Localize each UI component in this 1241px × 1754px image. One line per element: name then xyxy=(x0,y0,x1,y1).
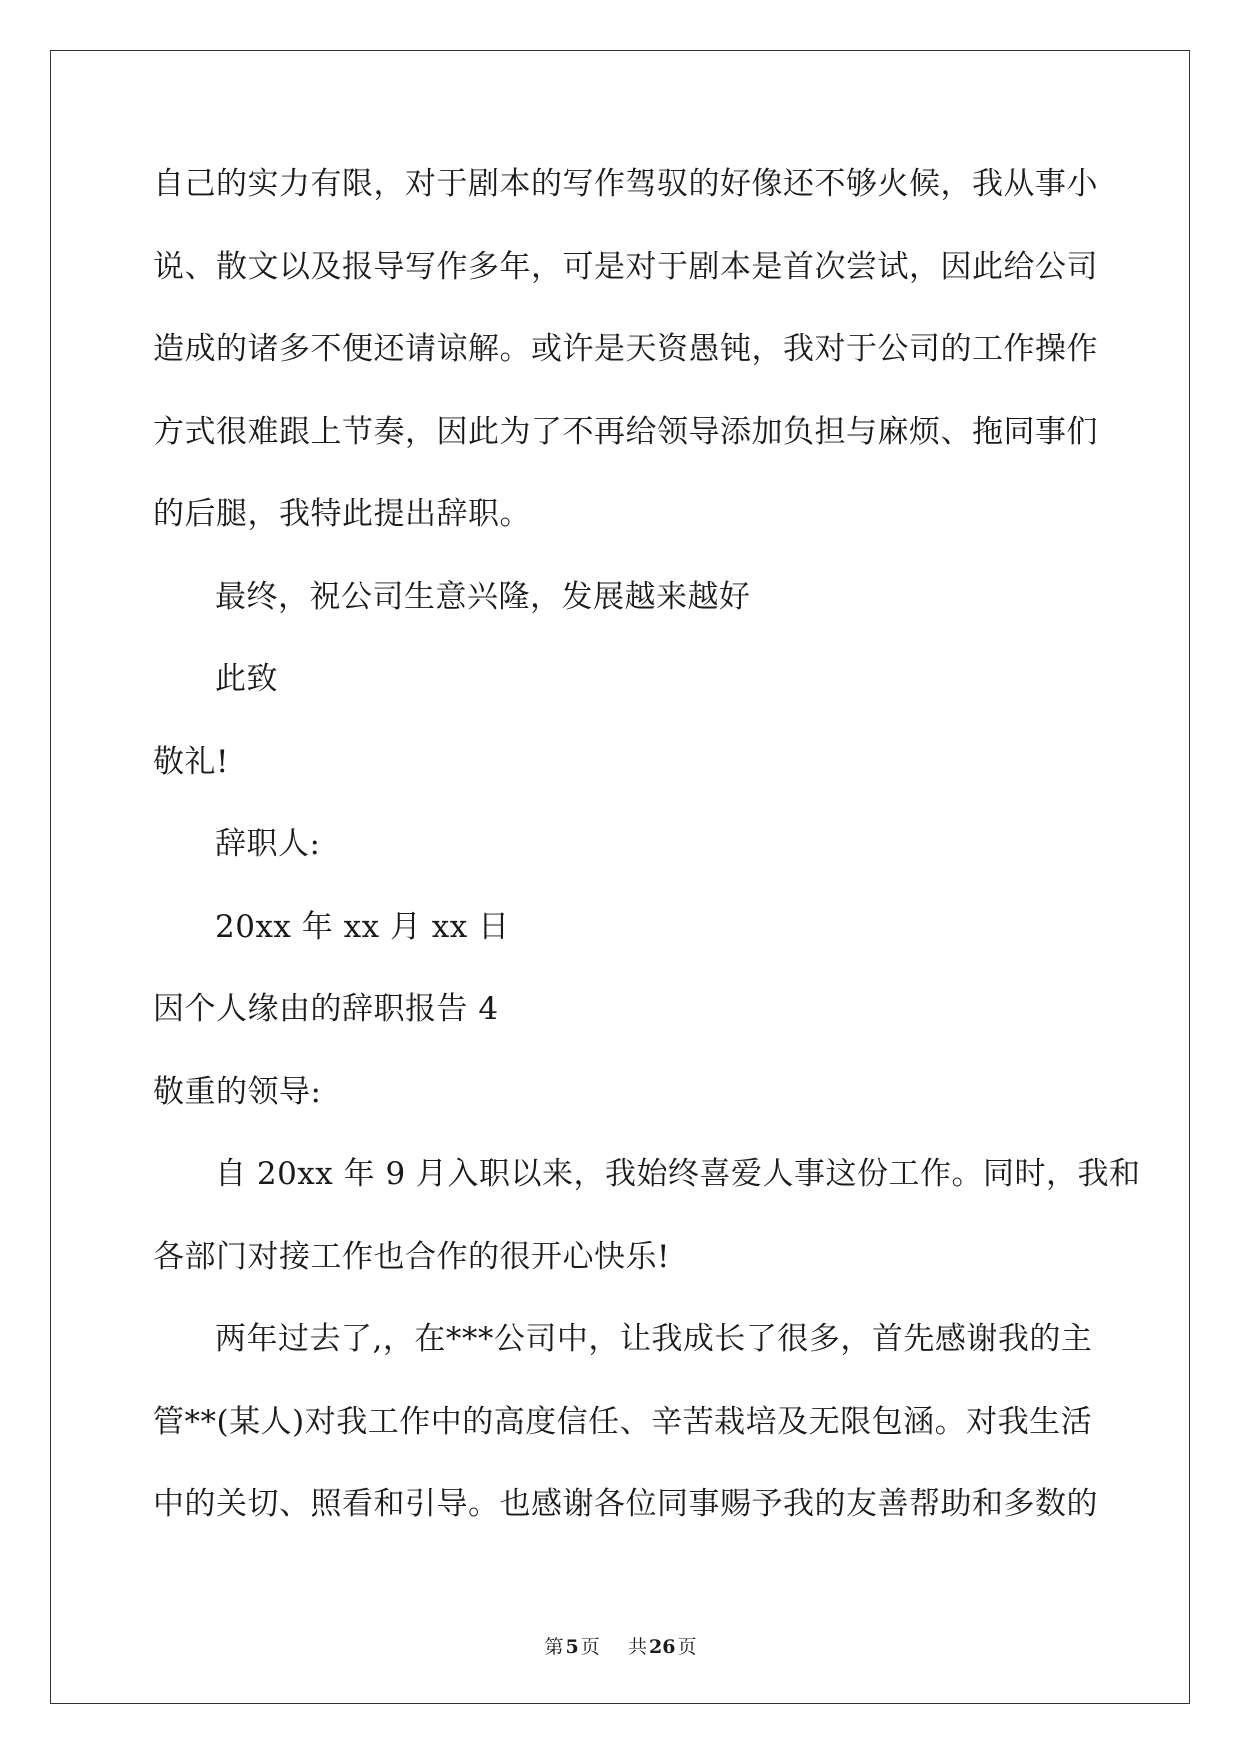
text-line: 说、散文以及报导写作多年，可是对于剧本是首次尝试，因此给公司 xyxy=(153,248,1098,285)
letter-greeting: 敬重的领导: xyxy=(153,1073,322,1110)
text-line: 中的关切、照看和引导。也感谢各位同事赐予我的友善帮助和多数的 xyxy=(153,1486,1098,1522)
text-line: 管**(某人)对我工作中的高度信任、辛苦栽培及无限包涵。对我生活 xyxy=(153,1403,1093,1440)
salutation-jing-li: 敬礼! xyxy=(153,743,229,780)
signature-date: 20xx 年 xx 月 xx 日 xyxy=(215,908,510,945)
total-pages: 26 xyxy=(648,1636,676,1658)
total-suffix: 页 xyxy=(677,1636,697,1658)
total-prefix: 共 xyxy=(627,1636,647,1658)
text-line: 造成的诸多不便还请谅解。或许是天资愚钝，我对于公司的工作操作 xyxy=(153,331,1098,367)
signature-label: 辞职人: xyxy=(215,826,321,862)
page-suffix: 页 xyxy=(580,1636,600,1658)
page-footer xyxy=(0,1632,1241,1659)
salutation-ci-zhi: 此致 xyxy=(215,661,278,697)
closing-wish: 最终，祝公司生意兴隆，发展越来越好 xyxy=(215,578,751,615)
text-line: 自 20xx 年 9 月入职以来，我始终喜爱人事这份工作。同时，我和 xyxy=(215,1156,1141,1192)
text-line: 的后腿，我特此提出辞职。 xyxy=(153,496,531,532)
text-line: 各部门对接工作也合作的很开心快乐! xyxy=(153,1238,670,1275)
document-body xyxy=(153,166,1141,1569)
section-heading: 因个人缘由的辞职报告 4 xyxy=(153,991,499,1027)
text-line: 两年过去了,，在***公司中，让我成长了很多，首先感谢我的主 xyxy=(215,1321,1093,1357)
page-prefix: 第 xyxy=(544,1636,564,1658)
page-number: 5 xyxy=(565,1636,579,1658)
text-line: 自己的实力有限，对于剧本的写作驾驭的好像还不够火候，我从事小 xyxy=(153,166,1098,202)
text-line: 方式很难跟上节奏，因此为了不再给领导添加负担与麻烦、拖同事们 xyxy=(153,413,1098,450)
